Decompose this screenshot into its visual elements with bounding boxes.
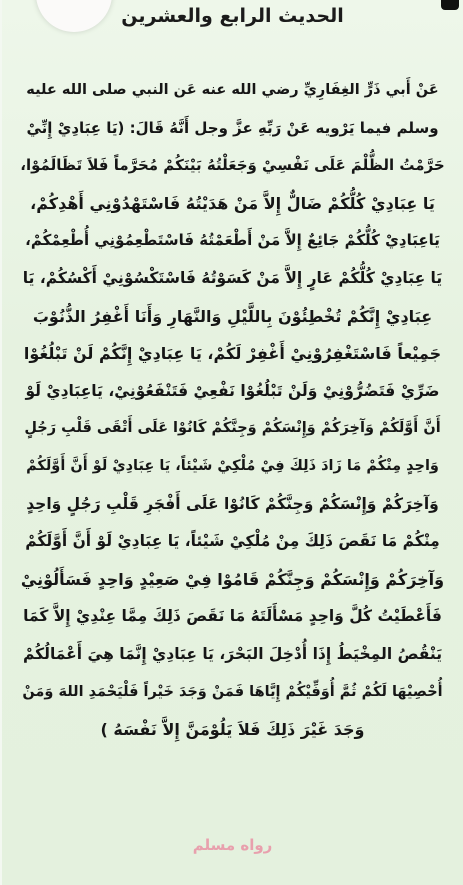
text-line: يَا عِبَادِيْ كُلُّكُمْ ضَالٌّ إِلاَّ مَنْ هَدَيْتُهُ فَاسْتَهْدُوْنِي أَهْدِكُمْ، bbox=[30, 193, 435, 213]
text-line: وَاحِدٍ مِنْكُمْ مَا زَادَ ذَلِكَ فِيْ مُلْكِيْ شَيْئاً، يَا عِبَادِيْ لَوْ أَنَّ أَوَّلَكُمْ bbox=[26, 457, 439, 474]
text-line: وَآخِرَكُمْ وَإِنْسَكُمْ وَجِنَّكُمْ كَانُوْا عَلَى أَفْجَرِ قَلْبِ رَجُلٍ وَاحِدٍ bbox=[26, 494, 439, 513]
text-line: وسلم فيما يَرْويه عَنْ رَبِّهِ عزَّ وجل أَنَّهُ قَالَ: (يَا عِبَادِيْ إِنِّيْ bbox=[26, 118, 439, 137]
text-line: يَنْقُصُ المِخْيَطُ إِذَا أُدْخِلَ البَحْرَ، يَا عِبَادِيْ إِنَّمَا هِيَ أَعْمَالُكُمْ bbox=[22, 644, 443, 663]
text-line: مِنْكُمْ مَا نَقَصَ ذَلِكَ مِنْ مُلْكِيْ شَيْئاً، يَا عِبَادِيْ لَوْ أَنَّ أَوَّلَكُمْ bbox=[25, 532, 440, 551]
hadith-title: الحديث الرابع والعشرين bbox=[121, 5, 344, 27]
text-line: عِبَادِيْ إِنَّكُمْ تُخْطِئُوْنَ بِاللَّيْلِ وَالنَّهَارِ وَأَنَا أَغْفِرُ الذُّنُوْبَ bbox=[32, 306, 433, 326]
hadith-text bbox=[20, 72, 445, 749]
text-line: أُحْصِيْهَا لَكُمْ ثُمَّ أُوَفِّيْكُمْ إِيَّاهَا فَمَنْ وَجَدَ خَيْراً فَلْيَحْمَدِ اللهَ وَمَنْ bbox=[22, 683, 443, 700]
text-line: يَاعِبَادِيْ كُلُّكُمْ جَائِعٌ إِلاَّ مَنْ أَطْعَمْتُهُ فَاسْتَطْعِمُوْنِي أُطْعِمْكُمْ، bbox=[25, 231, 440, 250]
hadith-source: رواه مسلم bbox=[192, 836, 273, 854]
text-line: ضَرِّيْ فَتَضُرُّوْنِيْ وَلَنْ تَبْلُغُوْا نَفْعِيْ فَتَنْفَعُوْنِيْ، يَاعِبَادِيْ لَوْ bbox=[25, 381, 440, 400]
text-line: وَجَدَ غَيْرَ ذَلِكَ فَلاَ يَلُوْمَنَّ إِلاَّ نَفْسَهُ ) bbox=[100, 720, 365, 740]
text-line: وَآخِرَكُمْ وَإِنْسَكُمْ وَجِنَّكُمْ قَامُوْا فِيْ صَعِيْدٍ وَاحِدٍ فَسَأَلُوْنِيْ bbox=[20, 569, 445, 589]
text-line: جَمِيْعاً فَاسْتَغْفِرُوْنِيْ أَغْفِرْ لَكُمْ، يَا عِبَادِيْ إِنَّكُمْ لَنْ تَبْلُغُوْا bbox=[23, 344, 442, 364]
text-line: يَا عِبَادِيْ كُلُّكُمْ عَارٍ إِلاَّ مَنْ كَسَوْتُهُ فَاسْتَكْسُوْنِيْ أَكْسُكُمْ، يَا bbox=[22, 268, 443, 287]
text-line: فَأَعْطَيْتُ كُلَّ وَاحِدٍ مَسْأَلَتَهُ مَا نَقَصَ ذَلِكَ مِمَّا عِنْدِيْ إِلاَّ كَمَا bbox=[23, 607, 442, 626]
text-line: عَنْ أَبي ذَرٍّ الغِفَارِيِّ رضي الله عنه عَن النبي صلى الله عليه bbox=[26, 82, 439, 98]
text-line: حَرَّمْتُ الظُّلْمَ عَلَى نَفْسِيْ وَجَعَلْتُهُ بَيْنَكُمْ مُحَرَّماً فَلاَ تَظَالَمُوْا، bbox=[20, 156, 445, 175]
text-line: أَنَّ أَوَّلَكُمْ وَآخِرَكُمْ وَإِنْسَكُمْ وَجِنَّكُمْ كَانُوْا عَلَى أَتْقَى قَلْبِ رَجُلٍ bbox=[24, 420, 441, 437]
